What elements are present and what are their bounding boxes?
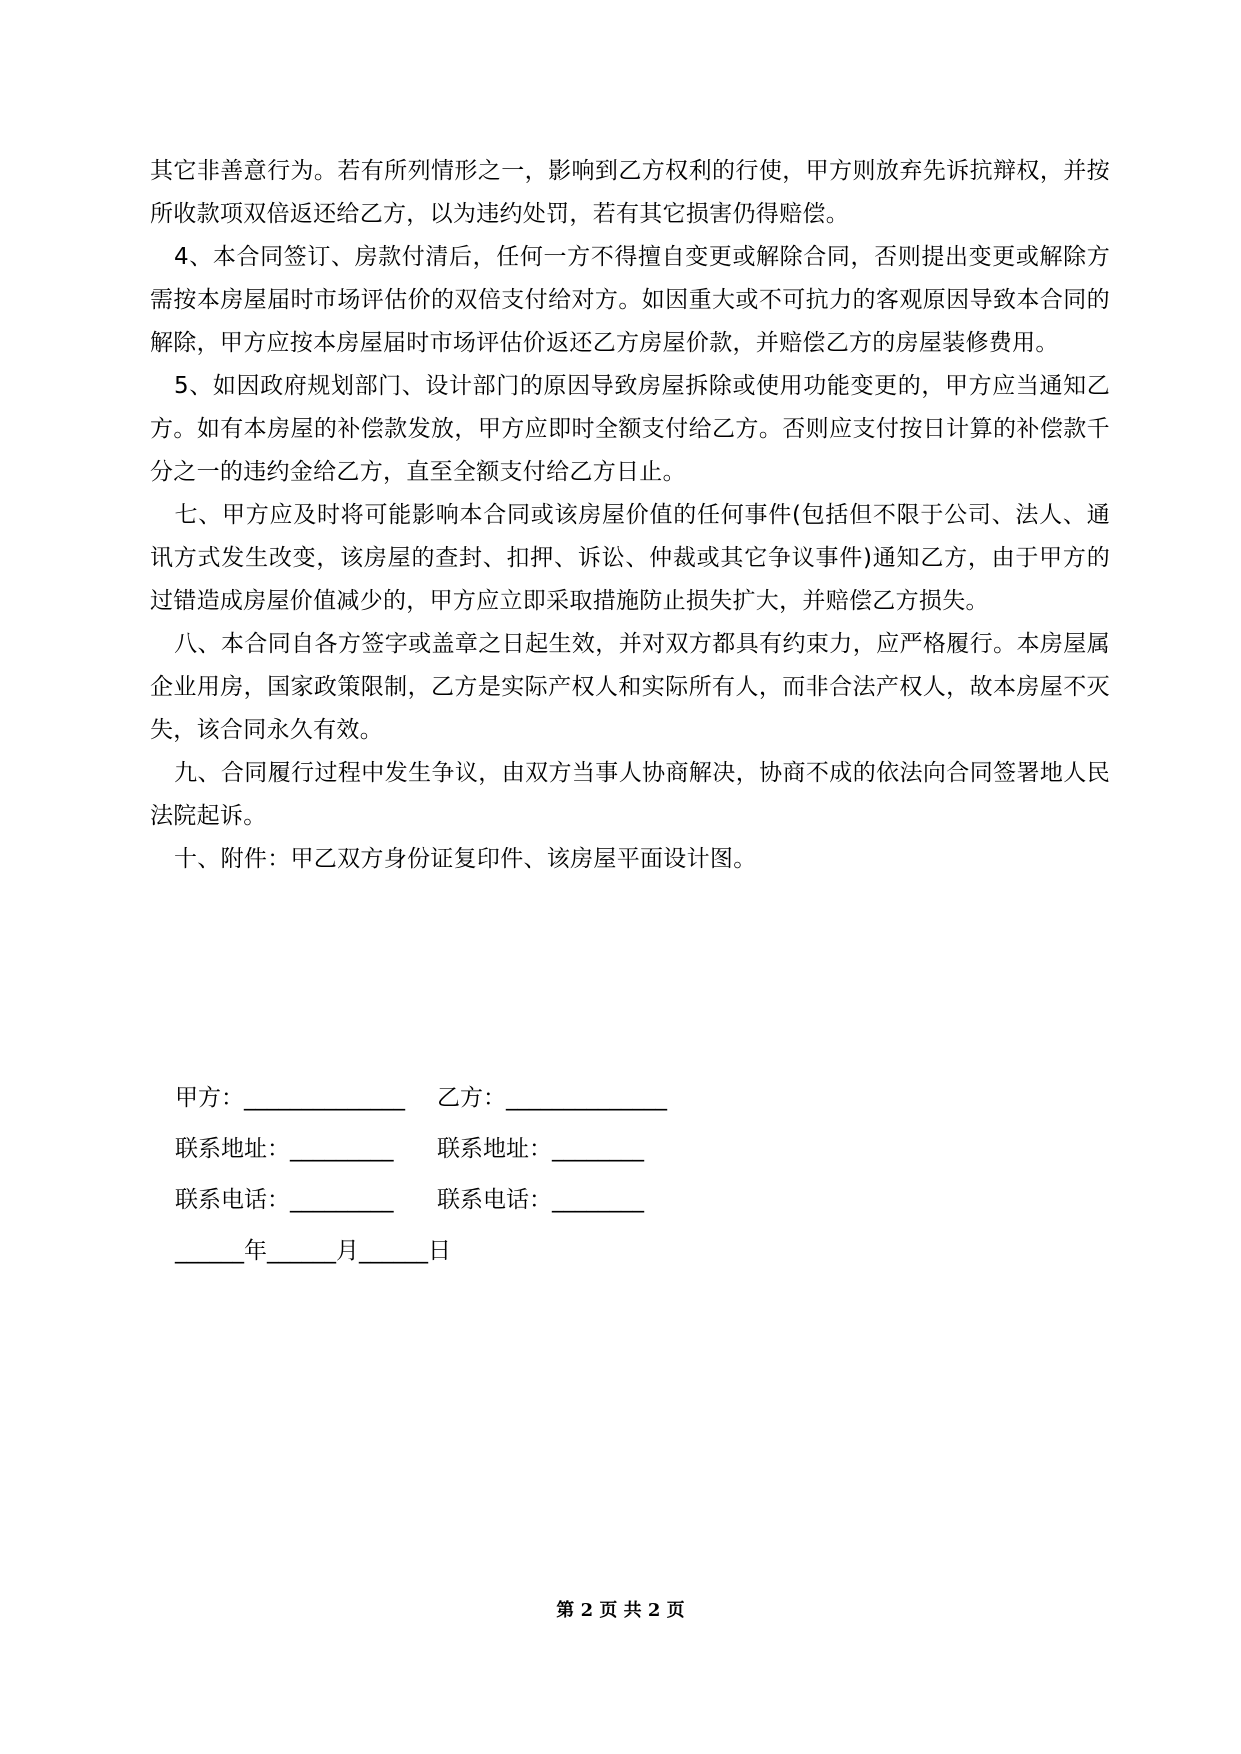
signature-block xyxy=(175,1073,1075,1277)
clause-9-text: 九、合同履行过程中发生争议，由双方当事人协商解决，协商不成的依法向合同签署地人民法院起诉。 xyxy=(150,760,1110,829)
clause-7-text: 七、甲方应及时将可能影响本合同或该房屋价值的任何事件(包括但不限于公司、法人、通讯方式发生改变，该房屋的查封、扣押、诉讼、仲裁或其它争议事件)通知乙方，由于甲方的过错造成房屋价值减少的，甲方应立即采取措施防止损失扩大，并赔偿乙方损失。 xyxy=(150,502,1110,614)
address-b-field: 联系地址：________ xyxy=(437,1136,644,1162)
clause-5 xyxy=(150,365,1110,494)
party-a-field: 甲方：______________ xyxy=(175,1085,405,1111)
party-row xyxy=(175,1073,1075,1124)
clause-4-text: 4、本合同签订、房款付清后，任何一方不得擅自变更或解除合同，否则提出变更或解除方需按本房屋届时市场评估价的双倍支付给对方。如因重大或不可抗力的客观原因导致本合同的解除，甲方应按本房屋届时市场评估价返还乙方房屋价款，并赔偿乙方的房屋装修费用。 xyxy=(150,244,1110,356)
party-b-field: 乙方：______________ xyxy=(437,1085,667,1111)
clause-7 xyxy=(150,494,1110,623)
clause-4 xyxy=(150,236,1110,365)
clause-9 xyxy=(150,752,1110,838)
clause-8 xyxy=(150,623,1110,752)
phone-row xyxy=(175,1175,1075,1226)
date-field: ______年______月______日 xyxy=(175,1238,451,1264)
clause-10 xyxy=(150,838,1110,881)
address-row xyxy=(175,1124,1075,1175)
clause-10-text: 十、附件：甲乙双方身份证复印件、该房屋平面设计图。 xyxy=(174,846,757,872)
page-number-footer: 第 2 页 共 2 页 xyxy=(556,1600,685,1621)
clause-5-text: 5、如因政府规划部门、设计部门的原因导致房屋拆除或使用功能变更的，甲方应当通知乙方。如有本房屋的补偿款发放，甲方应即时全额支付给乙方。否则应支付按日计算的补偿款千分之一的违约金给乙方，直至全额支付给乙方日止。 xyxy=(150,373,1110,485)
address-a-field: 联系地址：_________ xyxy=(175,1136,394,1162)
contract-body xyxy=(150,150,1110,881)
phone-a-field: 联系电话：_________ xyxy=(175,1187,394,1213)
phone-b-field: 联系电话：________ xyxy=(437,1187,644,1213)
clause-8-text: 八、本合同自各方签字或盖章之日起生效，并对双方都具有约束力，应严格履行。本房屋属企业用房，国家政策限制，乙方是实际产权人和实际所有人，而非合法产权人，故本房屋不灭失，该合同永久有效。 xyxy=(150,631,1110,743)
paragraph-continuation: 其它非善意行为。若有所列情形之一，影响到乙方权利的行使，甲方则放弃先诉抗辩权，并按所收款项双倍返还给乙方，以为违约处罚，若有其它损害仍得赔偿。 xyxy=(150,158,1110,227)
